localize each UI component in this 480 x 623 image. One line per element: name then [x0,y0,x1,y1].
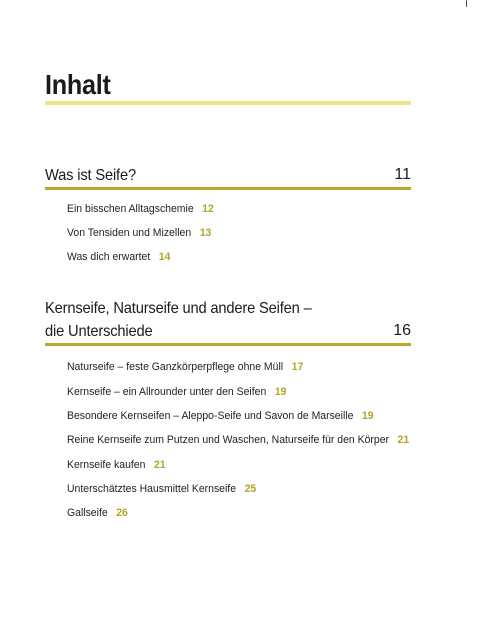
toc-chapter-1 [45,164,411,190]
toc-entry[interactable] [67,433,409,447]
toc-entry[interactable] [67,360,303,374]
toc-entry-page: 13 [199,227,212,239]
chapter-heading-row[interactable] [45,164,411,190]
toc-entry-label: Gallseife [67,507,108,519]
toc-entry-page: 21 [397,434,410,446]
chapter-title: Was ist Seife? [45,167,136,184]
toc-entry[interactable] [67,482,256,496]
toc-entry-label: Besondere Kernseifen – Aleppo-Seife und Savon de Marseille [67,410,354,422]
chapter-page-number: 16 [393,322,411,339]
toc-entry-label: Was dich erwartet [67,251,151,263]
chapter-title-line-1: Kernseife, Naturseife und andere Seifen – [45,300,312,317]
toc-entry-label: Kernseife – ein Allrounder unter den Seifen [67,386,267,398]
toc-entry[interactable] [67,202,214,216]
toc-entry-label: Ein bisschen Alltagschemie [67,203,194,215]
crop-mark [466,0,467,7]
toc-entry-page: 25 [244,483,257,495]
toc-entry-page: 14 [158,251,171,263]
page-title: Inhalt [45,69,111,100]
toc-entry-page: 26 [116,507,128,519]
toc-entry-page: 19 [361,410,374,422]
toc-entry-label: Reine Kernseife zum Putzen und Waschen, Naturseife für den Körper [67,434,389,446]
toc-entry-page: 17 [291,361,304,373]
chapter-page-number: 11 [394,166,411,183]
toc-entry[interactable] [67,409,374,423]
toc-entry[interactable] [67,385,286,399]
toc-chapter-2 [45,297,411,346]
toc-entry[interactable] [67,250,170,264]
toc-entry[interactable] [67,226,211,240]
toc-entry[interactable] [67,458,166,472]
title-underline [45,101,411,105]
toc-entry[interactable] [67,506,128,520]
chapter-heading-row[interactable] [45,297,411,346]
chapter-title-line-2: die Unterschiede [45,323,153,340]
toc-entry-page: 21 [153,459,166,471]
toc-entry-label: Unterschätztes Hausmittel Kernseife [67,483,237,495]
toc-entry-page: 12 [202,203,214,215]
toc-entry-label: Von Tensiden und Mizellen [67,227,192,239]
toc-entry-page: 19 [274,386,287,398]
toc-entry-label: Naturseife – feste Ganzkörperpflege ohne Müll [67,361,284,373]
toc-entry-label: Kernseife kaufen [67,459,146,471]
